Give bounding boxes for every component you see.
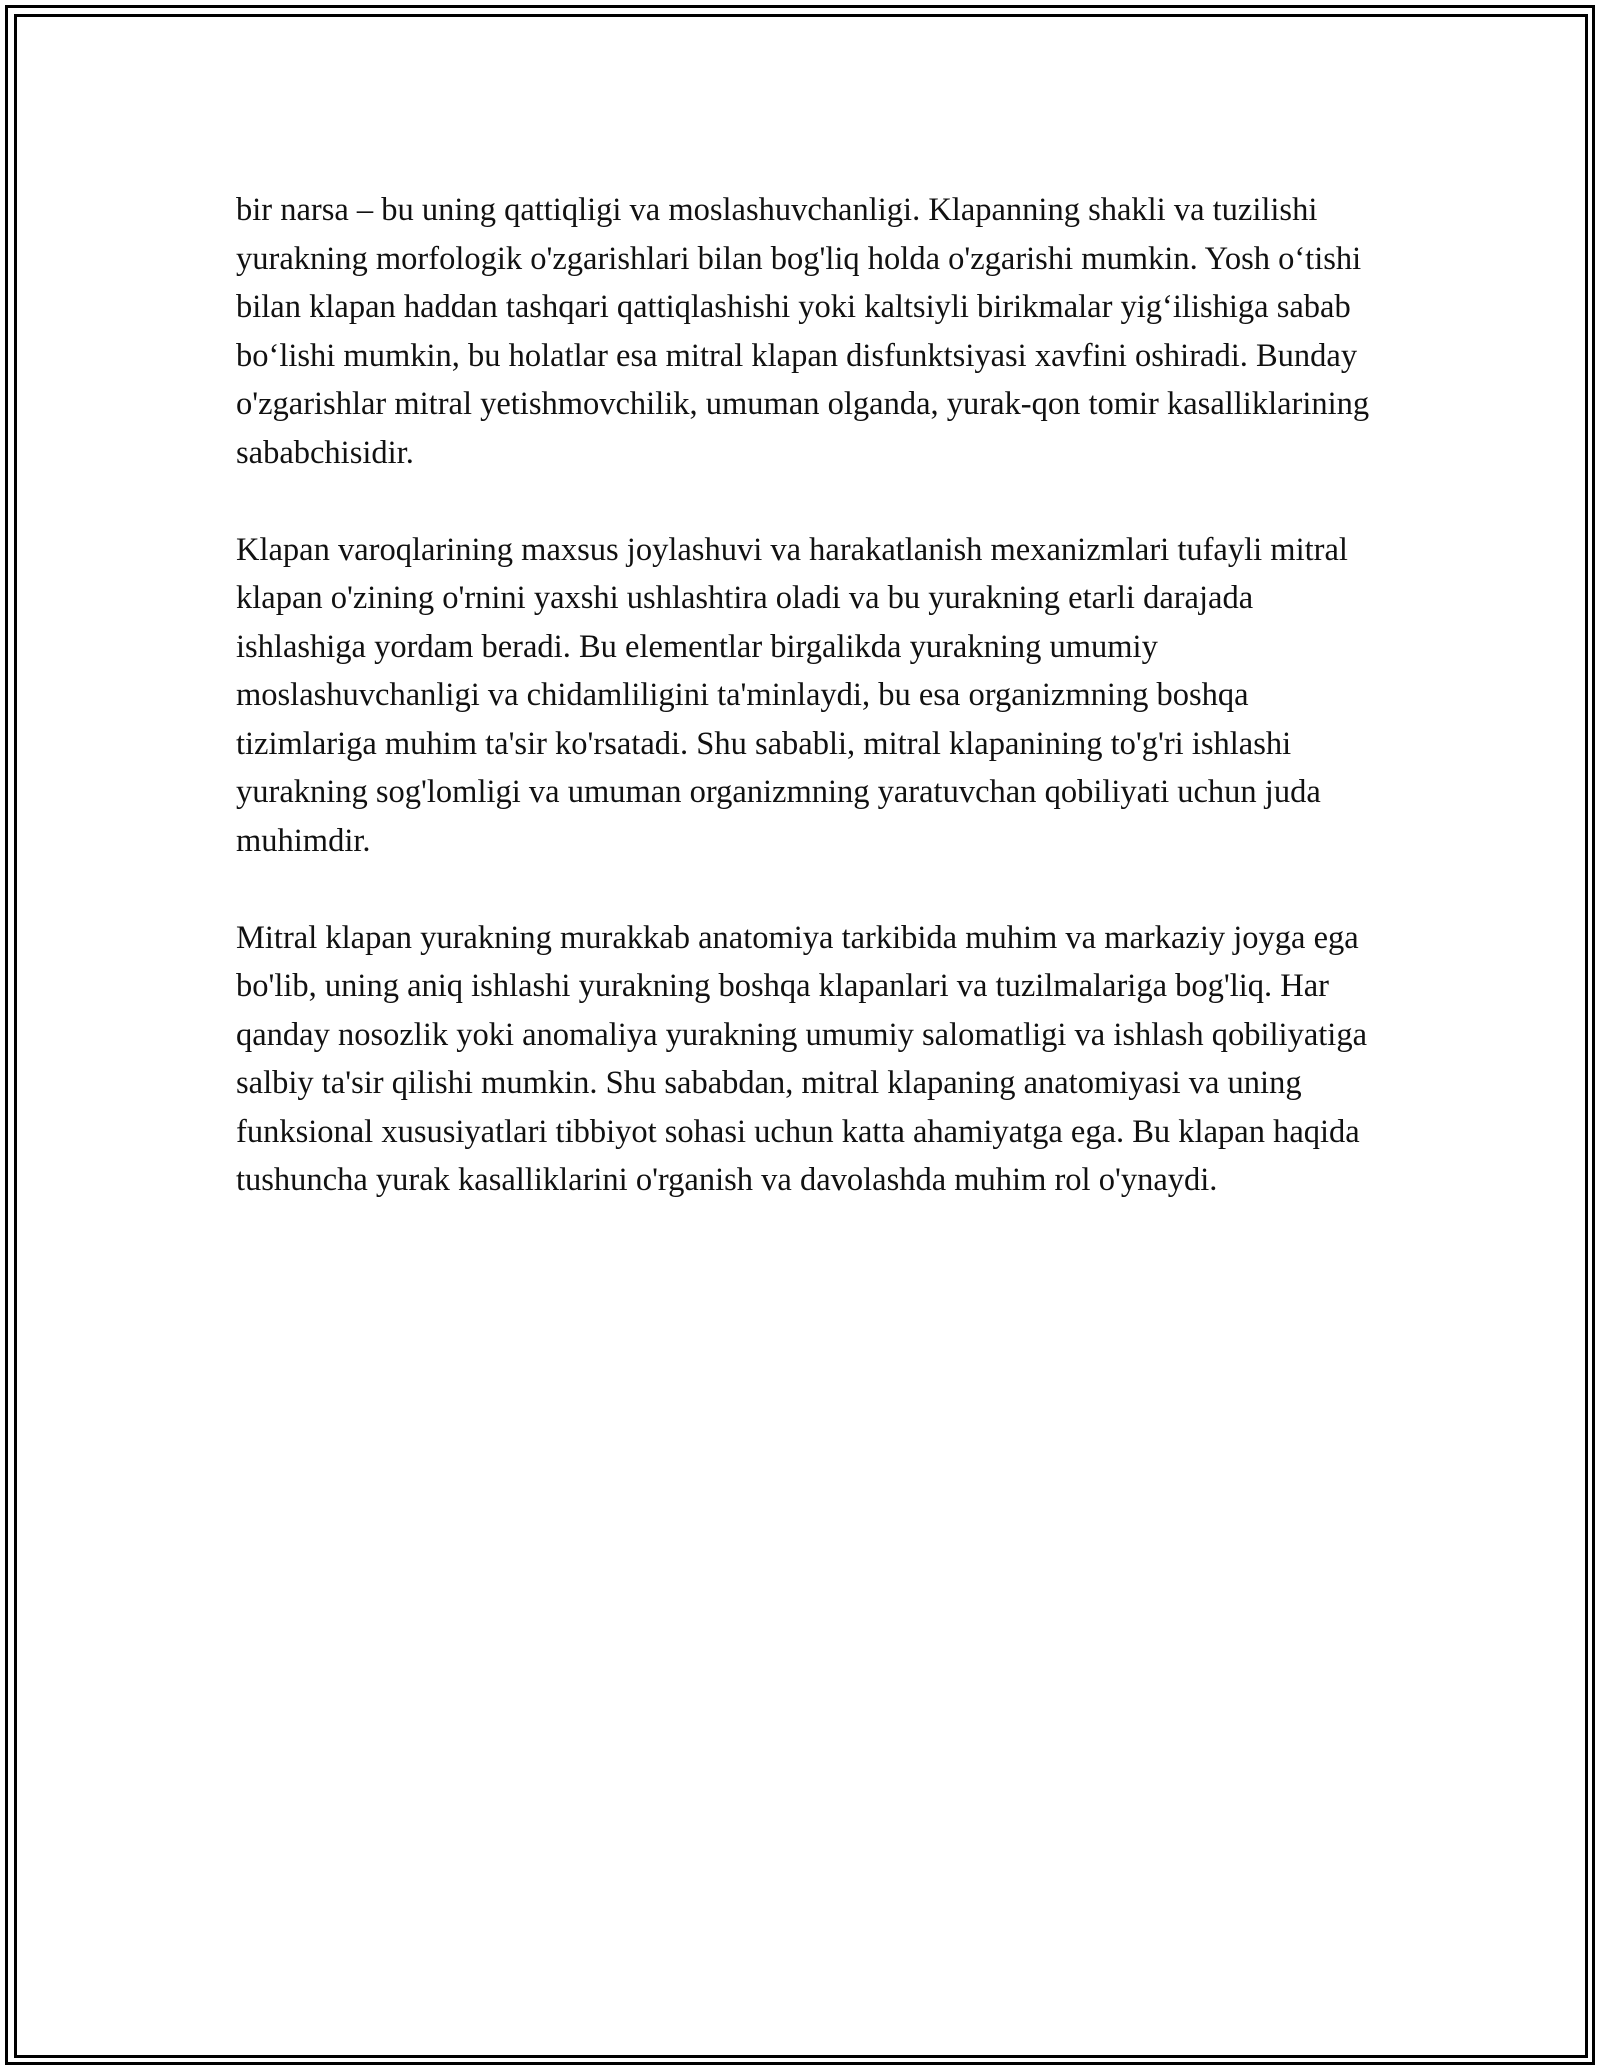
paragraph-1: bir narsa – bu uning qattiqligi va moslashuvchanligi. Klapanning shakli va tuzilishi yurakning morfologik o'zgarishlari bilan bog'liq holda o'zgarishi mumkin. Yosh o‘tishi bilan klapan haddan tashqari qattiqlashishi yoki kaltsiyli birikmalar yig‘ilishiga sabab bo‘lishi mumkin, bu holatlar esa mitral klapan disfunktsiyasi xavfini oshiradi. Bunday o'zgarishlar mitral yetishmovchilik, umuman olganda, yurak-qon tomir kasalliklarining sababchisidir.	[236, 192, 1370, 471]
paragraph-2: Klapan varoqlarining maxsus joylashuvi va harakatlanish mexanizmlari tufayli mitral klapan o'zining o'rnini yaxshi ushlashtira oladi va bu yurakning etarli darajada ishlashiga yordam beradi. Bu elementlar birgalikda yurakning umumiy moslashuvchanligi va chidamliligini ta'minlaydi, bu esa organizmning boshqa tizimlariga muhim ta'sir ko'rsatadi. Shu sababli, mitral klapanining to'g'ri ishlashi yurakning sog'lomligi va umuman organizmning yaratuvchan qobiliyati uchun juda muhimdir.	[236, 531, 1348, 859]
paragraph-3: Mitral klapan yurakning murakkab anatomiya tarkibida muhim va markaziy joyga ega bo'lib, uning aniq ishlashi yurakning boshqa klapanlari va tuzilmalariga bog'liq. Har qanday nosozlik yoki anomaliya yurakning umumiy salomatligi va ishlash qobiliyatiga salbiy ta'sir qilishi mumkin. Shu sababdan, mitral klapaning anatomiyasi va uning funksional xususiyatlari tibbiyot sohasi uchun katta ahamiyatga ega. Bu klapan haqida tushuncha yurak kasalliklarini o'rganish va davolashda muhim rol o'ynaydi.	[236, 919, 1367, 1198]
document-body	[236, 186, 1386, 1253]
